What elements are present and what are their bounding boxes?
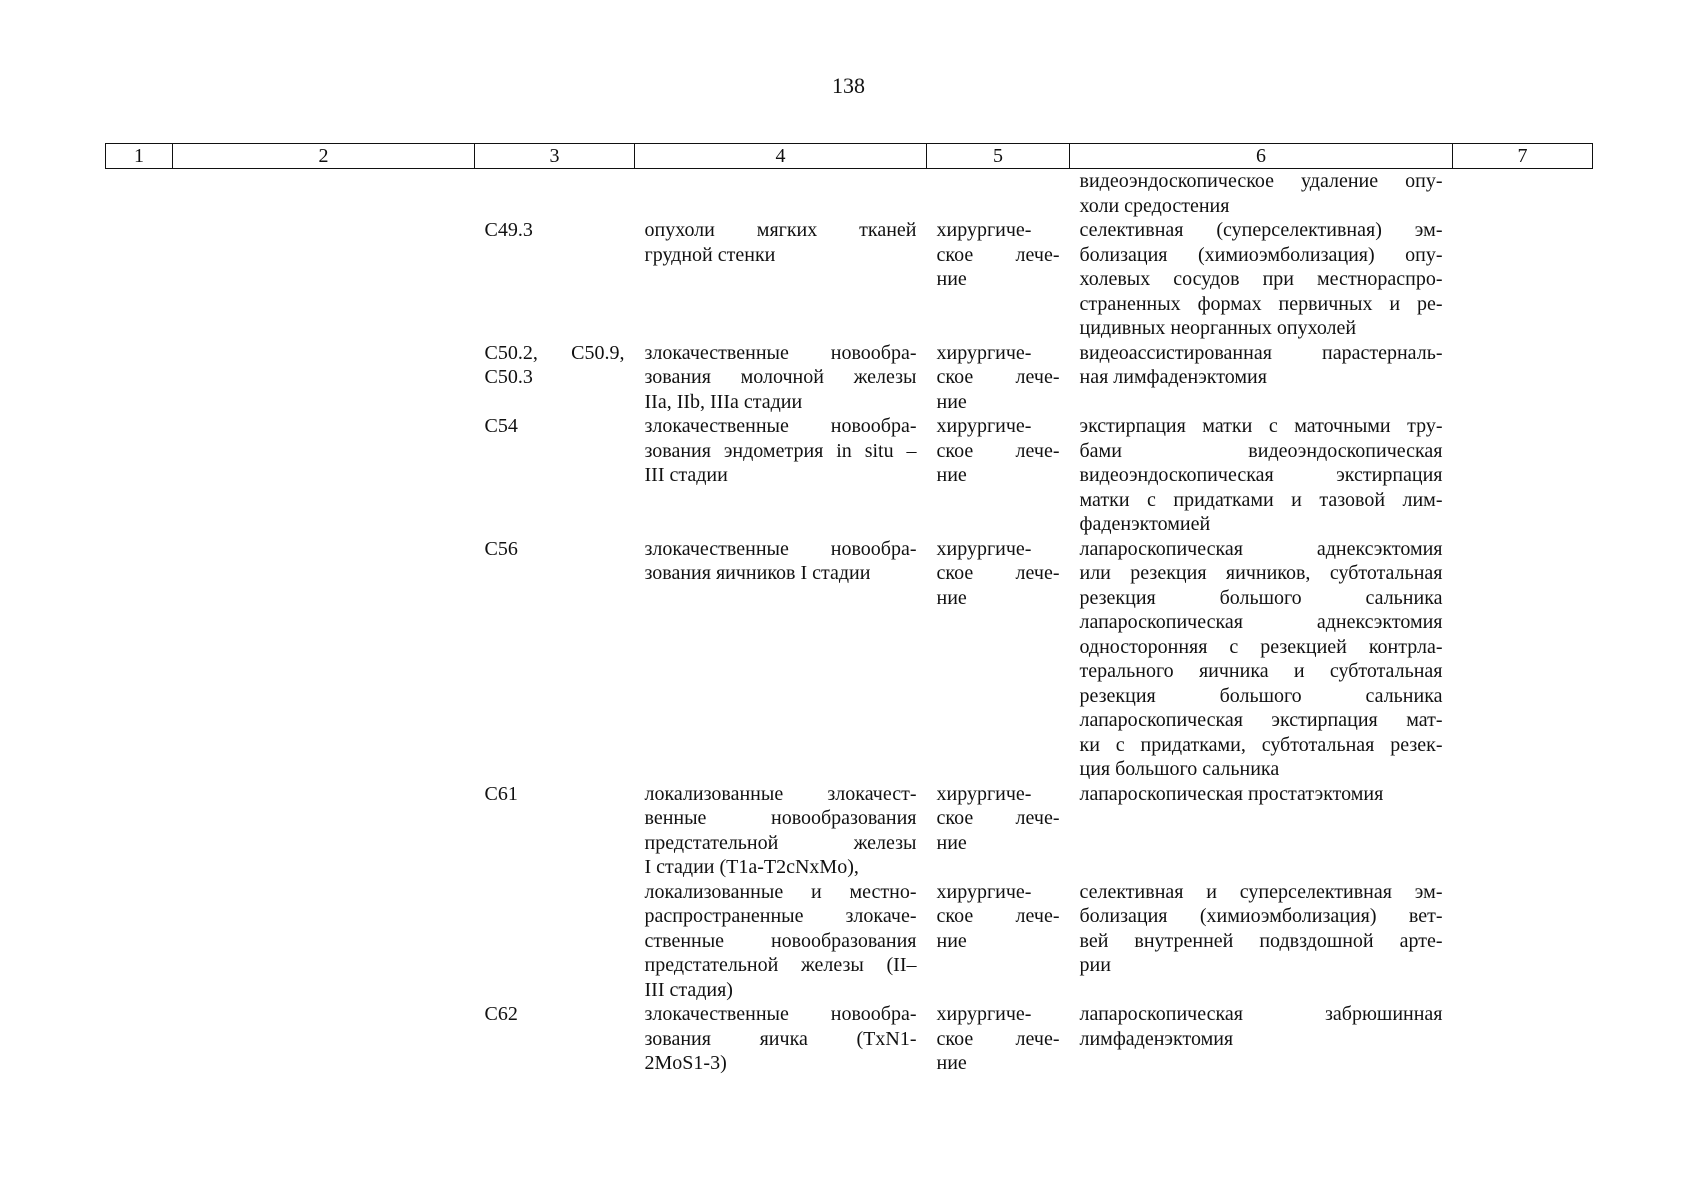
col2-cell <box>173 880 475 1003</box>
col1-cell <box>106 537 173 782</box>
col7-cell <box>1453 782 1593 880</box>
col7-cell <box>1453 414 1593 537</box>
col7-cell <box>1453 537 1593 782</box>
cell-text-line: ние <box>936 390 967 413</box>
cell-text-line: C50.3 <box>484 366 533 388</box>
cell-text-line: экстирпация матки с маточными тру- <box>1079 415 1443 437</box>
cell-text-line: опухоли мягких тканей <box>644 219 917 241</box>
cell-text-line: грудной стенки <box>644 243 776 266</box>
disease-cell <box>635 880 927 1003</box>
cell-text-line: злокачественные новообра- <box>644 415 917 437</box>
disease-cell <box>635 537 927 782</box>
cell-text-line: предстательной железы (II– <box>644 954 917 976</box>
cell-text-line: или резекция яичников, субтотальная <box>1079 562 1443 584</box>
column-header-1: 1 <box>106 144 173 169</box>
cell-text-line: хирургиче- <box>936 1003 1032 1025</box>
treatment-type-cell <box>927 537 1070 782</box>
cell-text-line: холи средостения <box>1079 194 1230 217</box>
cell-text-line: холевых сосудов при местнораспро- <box>1079 268 1443 290</box>
disease-cell <box>635 1002 927 1076</box>
cell-text-line: фаденэктомией <box>1079 513 1211 535</box>
column-header-5: 5 <box>927 144 1070 169</box>
table-row <box>106 782 1593 880</box>
column-header-4: 4 <box>635 144 927 169</box>
col7-cell <box>1453 1002 1593 1076</box>
col2-cell <box>173 1002 475 1076</box>
disease-cell <box>635 169 927 219</box>
cell-text-line: видеоассистированная парастерналь- <box>1079 341 1443 364</box>
cell-text-line: ское лече- <box>936 562 1060 584</box>
cell-text-line: C49.3 <box>484 219 533 241</box>
cell-text-line: ция большого сальника <box>1079 758 1280 780</box>
col7-cell <box>1453 341 1593 415</box>
cell-text-line: лапароскопическая экстирпация мат- <box>1079 709 1443 731</box>
disease-cell <box>635 414 927 537</box>
cell-text-line: лимфаденэктомия <box>1079 1027 1234 1050</box>
table-row <box>106 218 1593 341</box>
cell-text-line: ная лимфаденэктомия <box>1079 366 1267 388</box>
cell-text-line: ки с придатками, субтотальная резек- <box>1079 733 1443 756</box>
cell-text-line: злокачественные новообра- <box>644 341 917 364</box>
cell-text-line: хирургиче- <box>936 880 1032 903</box>
cell-text-line: ское лече- <box>936 439 1060 462</box>
table-row <box>106 1002 1593 1076</box>
col1-cell <box>106 1002 173 1076</box>
cell-text-line: вей внутренней подвздошной арте- <box>1079 929 1443 952</box>
method-cell <box>1070 537 1453 782</box>
disease-cell <box>635 782 927 880</box>
table-row <box>106 537 1593 782</box>
cell-text-line: лапароскопическая простатэктомия <box>1079 782 1384 805</box>
cell-text-line: 2MoS1-3) <box>644 1052 727 1074</box>
column-header-2: 2 <box>173 144 475 169</box>
cell-text-line: хирургиче- <box>936 537 1032 560</box>
column-header-6: 6 <box>1070 144 1453 169</box>
icd-code-cell <box>475 169 635 219</box>
cell-text-line: III стадия) <box>644 978 733 1001</box>
cell-text-line: лапароскопическая забрюшинная <box>1079 1003 1443 1025</box>
cell-text-line: хирургиче- <box>936 415 1032 437</box>
cell-text-line: локализованные и местно- <box>644 880 917 903</box>
cell-text-line: ние <box>936 586 967 609</box>
icd-code-cell <box>475 880 635 1003</box>
col2-cell <box>173 218 475 341</box>
table-row <box>106 169 1593 219</box>
method-cell <box>1070 341 1453 415</box>
treatment-type-cell <box>927 1002 1070 1076</box>
cell-text-line: злокачественные новообра- <box>644 537 917 560</box>
cell-text-line: бами видеоэндоскопическая <box>1079 439 1443 462</box>
column-number-header-row <box>106 144 1593 169</box>
cell-text-line: видеоэндоскопическая экстирпация <box>1079 464 1443 486</box>
cell-text-line: лапароскопическая аднексэктомия <box>1079 537 1443 560</box>
cell-text-line: болизация (химиоэмболизация) опу- <box>1079 243 1443 266</box>
disease-cell <box>635 341 927 415</box>
cell-text-line: цидивных неорганных опухолей <box>1079 317 1357 339</box>
icd-code-cell <box>475 218 635 341</box>
table-row <box>106 341 1593 415</box>
cell-text-line: C61 <box>484 782 518 805</box>
method-cell <box>1070 414 1453 537</box>
cell-text-line: видеоэндоскопическое удаление опу- <box>1079 170 1443 192</box>
table-body <box>106 169 1593 1076</box>
cell-text-line: IIa, IIb, IIIa стадии <box>644 390 803 413</box>
table-row <box>106 414 1593 537</box>
col2-cell <box>173 169 475 219</box>
cell-text-line: хирургиче- <box>936 341 1032 364</box>
col2-cell <box>173 341 475 415</box>
icd-code-cell <box>475 414 635 537</box>
method-cell <box>1070 169 1453 219</box>
cell-text-line: страненных формах первичных и ре- <box>1079 292 1443 315</box>
cell-text-line: ское лече- <box>936 1027 1060 1050</box>
treatment-type-cell <box>927 414 1070 537</box>
table-row <box>106 880 1593 1003</box>
cell-text-line: III стадии <box>644 464 728 486</box>
col2-cell <box>173 537 475 782</box>
treatment-type-cell <box>927 169 1070 219</box>
method-cell <box>1070 218 1453 341</box>
cell-text-line: C62 <box>484 1003 518 1025</box>
cell-text-line: ние <box>936 268 967 290</box>
cell-text-line: I стадии (T1a-T2cNxMo), <box>644 856 859 878</box>
cell-text-line: венные новообразования <box>644 807 917 829</box>
treatment-type-cell <box>927 782 1070 880</box>
icd-code-cell <box>475 782 635 880</box>
cell-text-line: ние <box>936 1052 967 1074</box>
icd-code-cell <box>475 537 635 782</box>
cell-text-line: предстательной железы <box>644 831 917 854</box>
col2-cell <box>173 782 475 880</box>
icd-code-cell <box>475 341 635 415</box>
col1-cell <box>106 169 173 219</box>
cell-text-line: лапароскопическая аднексэктомия <box>1079 611 1443 633</box>
cell-text-line: C54 <box>484 415 518 437</box>
cell-text-line: рии <box>1079 954 1111 976</box>
cell-text-line: селективная (суперселективная) эм- <box>1079 219 1443 241</box>
col1-cell <box>106 414 173 537</box>
cell-text-line: терального яичника и субтотальная <box>1079 660 1443 682</box>
col7-cell <box>1453 880 1593 1003</box>
cell-text-line: ние <box>936 831 967 854</box>
treatment-type-cell <box>927 880 1070 1003</box>
medical-procedures-table <box>105 143 1593 1076</box>
cell-text-line: C56 <box>484 537 518 560</box>
method-cell <box>1070 782 1453 880</box>
cell-text-line: хирургиче- <box>936 782 1032 805</box>
cell-text-line: ское лече- <box>936 807 1060 829</box>
cell-text-line: односторонняя с резекцией контрла- <box>1079 635 1443 658</box>
col1-cell <box>106 341 173 415</box>
cell-text-line: локализованные злокачест- <box>644 782 917 805</box>
col1-cell <box>106 880 173 1003</box>
cell-text-line: злокачественные новообра- <box>644 1003 917 1025</box>
cell-text-line: зования молочной железы <box>644 366 917 388</box>
column-header-7: 7 <box>1453 144 1593 169</box>
cell-text-line: хирургиче- <box>936 219 1032 241</box>
page-number: 138 <box>832 73 865 98</box>
method-cell <box>1070 1002 1453 1076</box>
column-header-3: 3 <box>475 144 635 169</box>
col7-cell <box>1453 218 1593 341</box>
col2-cell <box>173 414 475 537</box>
cell-text-line: ское лече- <box>936 905 1060 927</box>
cell-text-line: ние <box>936 929 967 952</box>
method-cell <box>1070 880 1453 1003</box>
treatment-type-cell <box>927 218 1070 341</box>
treatment-type-cell <box>927 341 1070 415</box>
col1-cell <box>106 218 173 341</box>
col7-cell <box>1453 169 1593 219</box>
disease-cell <box>635 218 927 341</box>
cell-text-line: ственные новообразования <box>644 929 917 952</box>
cell-text-line: ние <box>936 464 967 486</box>
cell-text-line: резекция большого сальника <box>1079 684 1443 707</box>
cell-text-line: зования яичников I стадии <box>644 562 871 584</box>
cell-text-line: ское лече- <box>936 366 1060 388</box>
cell-text-line: ское лече- <box>936 243 1060 266</box>
col1-cell <box>106 782 173 880</box>
cell-text-line: распространенные злокаче- <box>644 905 917 927</box>
cell-text-line: зования яичка (TxN1- <box>644 1027 917 1050</box>
cell-text-line: зования эндометрия in situ – <box>644 439 917 462</box>
cell-text-line: матки с придатками и тазовой лим- <box>1079 488 1443 511</box>
cell-text-line: селективная и суперселективная эм- <box>1079 880 1443 903</box>
cell-text-line: C50.2, C50.9, <box>484 341 625 364</box>
cell-text-line: болизация (химиоэмболизация) вет- <box>1079 905 1443 927</box>
icd-code-cell <box>475 1002 635 1076</box>
cell-text-line: резекция большого сальника <box>1079 586 1443 609</box>
